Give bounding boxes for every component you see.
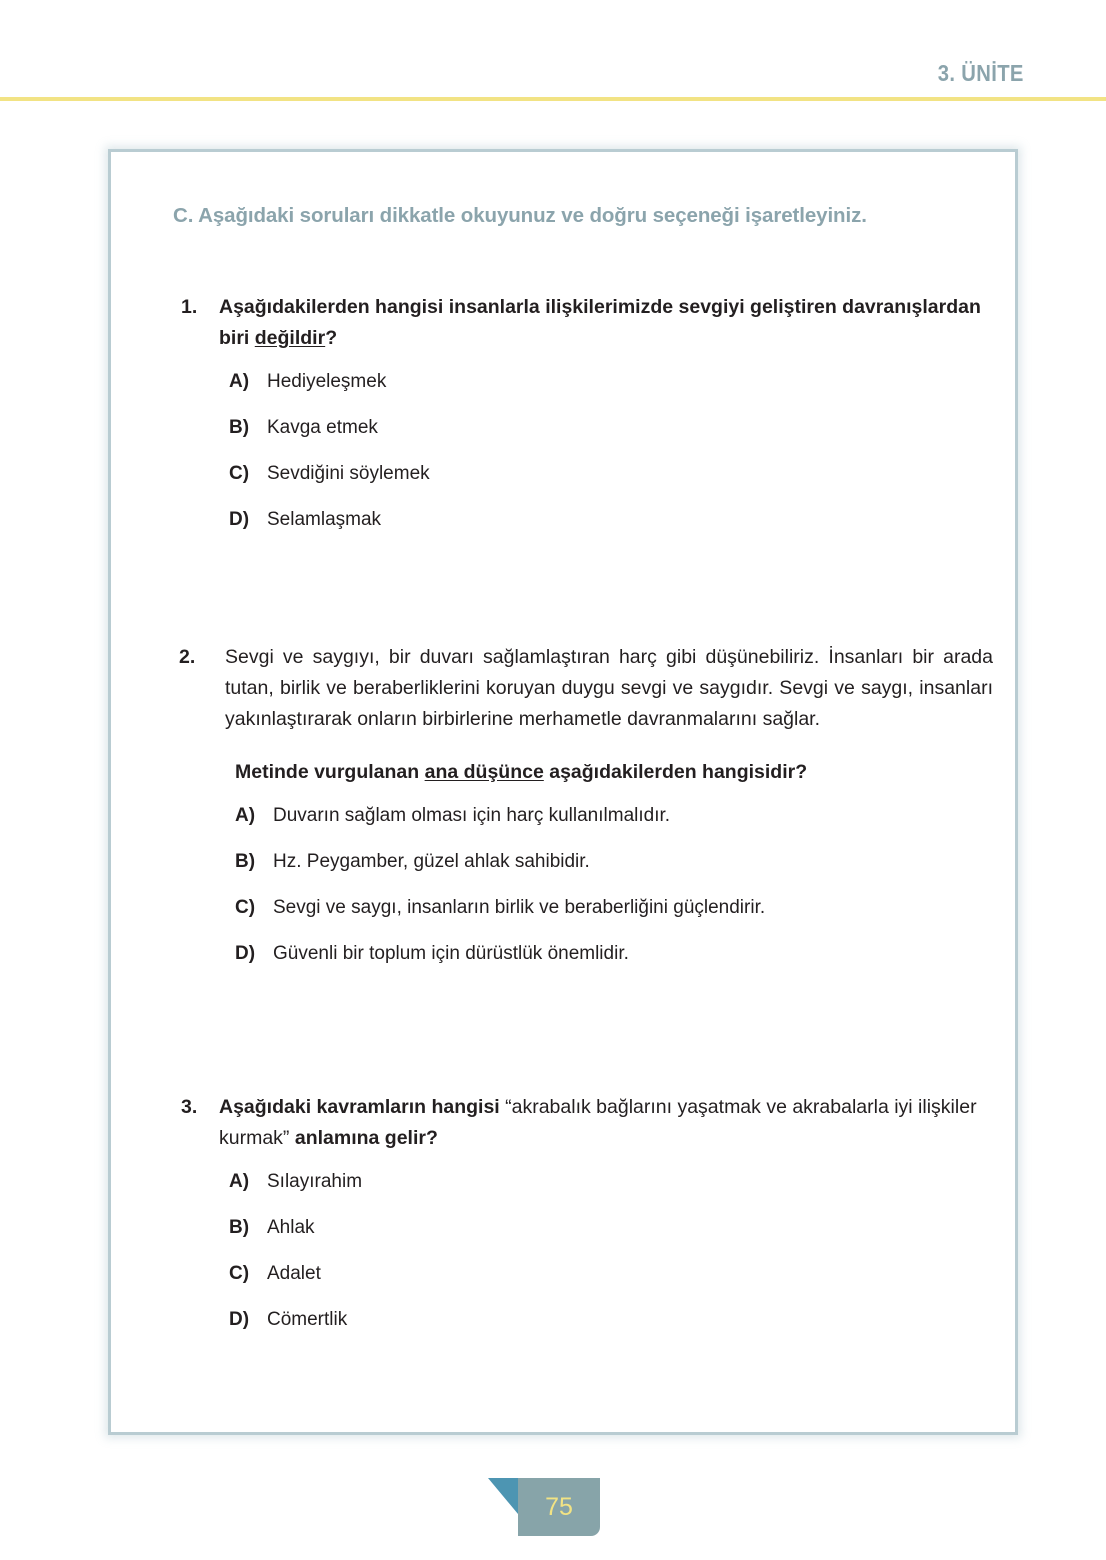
question-3-row bbox=[173, 1092, 993, 1334]
option-text: Sılayırahim bbox=[267, 1171, 363, 1192]
option-letter: A) bbox=[229, 371, 250, 392]
option-text: Hediyeleşmek bbox=[267, 371, 387, 392]
question-2-body bbox=[219, 642, 993, 968]
question-1-row bbox=[173, 292, 993, 534]
option-letter: C) bbox=[235, 897, 256, 918]
question-1-stem-part2: ? bbox=[325, 327, 338, 349]
section-heading: C. Aşağıdaki soruları dikkatle okuyunuz ve doğru seçeneği işaretleyiniz. bbox=[173, 204, 867, 227]
option-text: Sevgi ve saygı, insanların birlik ve beraberliğini güçlendirir. bbox=[273, 897, 766, 918]
option-letter: B) bbox=[229, 1217, 250, 1238]
question-1-option-d[interactable] bbox=[229, 506, 993, 534]
option-letter: B) bbox=[229, 417, 250, 438]
option-text: Cömertlik bbox=[267, 1309, 348, 1330]
option-text: Güvenli bir toplum için dürüstlük önemlidir. bbox=[273, 943, 629, 964]
option-text: Selamlaşmak bbox=[267, 509, 382, 530]
option-letter: C) bbox=[229, 1263, 250, 1284]
page-header bbox=[0, 0, 1106, 100]
option-letter: C) bbox=[229, 463, 250, 484]
option-text: Duvarın sağlam olması için harç kullanılmalıdır. bbox=[273, 805, 671, 826]
question-3-stem-quote: “akrabalık bağlarını yaşatmak ve akrabalarla iyi ilişkiler kurmak” bbox=[219, 1096, 977, 1149]
ribbon-fold-icon bbox=[488, 1478, 518, 1514]
question-2-prompt-underlined: ana düşünce bbox=[424, 761, 544, 783]
option-letter: D) bbox=[229, 1309, 250, 1330]
question-2-option-d[interactable] bbox=[235, 940, 993, 968]
option-letter: A) bbox=[235, 805, 256, 826]
option-text: Kavga etmek bbox=[267, 417, 378, 438]
question-3-number: 3. bbox=[181, 1096, 198, 1118]
option-text: Ahlak bbox=[267, 1217, 315, 1238]
question-3-option-a[interactable] bbox=[229, 1168, 993, 1196]
question-2-prompt-part2: aşağıdakilerden hangisidir? bbox=[543, 761, 808, 783]
exercise-content-frame bbox=[108, 149, 1018, 1435]
question-3-option-c[interactable] bbox=[229, 1260, 993, 1288]
option-letter: B) bbox=[235, 851, 256, 872]
option-text: Adalet bbox=[267, 1263, 321, 1284]
question-1-option-c[interactable] bbox=[229, 460, 993, 488]
question-1-stem-part1: Aşağıdakilerden hangisi insanlarla ilişkilerimizde sevgiyi geliştiren davranışlardan biri bbox=[219, 296, 981, 349]
question-2-passage: Sevgi ve saygıyı, bir duvarı sağlamlaştıran harç gibi düşünebiliriz. İnsanları bir arada tutan, birlik ve beraberliklerini koruyan duygu sevgi ve saygıdır. Sevgi ve saygı, insanları yakınlaştırarak onların birbirlerine merhametle davranmalarını sağlar. bbox=[225, 646, 993, 730]
page-number: 75 bbox=[545, 1492, 573, 1521]
question-3-body bbox=[219, 1092, 993, 1334]
question-3-options bbox=[229, 1168, 993, 1334]
question-1-stem bbox=[219, 292, 993, 354]
question-1-body bbox=[219, 292, 993, 534]
question-2-prompt bbox=[235, 757, 993, 788]
question-3-stem-bold2: anlamına gelir? bbox=[294, 1127, 438, 1149]
question-2 bbox=[173, 642, 993, 968]
option-text: Sevdiğini söylemek bbox=[267, 463, 430, 484]
option-text: Hz. Peygamber, güzel ahlak sahibidir. bbox=[273, 851, 590, 872]
question-2-number: 2. bbox=[179, 646, 196, 668]
question-2-options bbox=[235, 802, 993, 968]
option-letter: A) bbox=[229, 1171, 250, 1192]
question-1-options bbox=[229, 368, 993, 534]
question-1-stem-underlined: değildir bbox=[254, 327, 326, 349]
question-2-option-a[interactable] bbox=[235, 802, 993, 830]
question-3-option-b[interactable] bbox=[229, 1214, 993, 1242]
question-2-option-c[interactable] bbox=[235, 894, 993, 922]
option-letter: D) bbox=[229, 509, 250, 530]
header-divider-rule bbox=[0, 97, 1106, 101]
option-letter: D) bbox=[235, 943, 256, 964]
page-number-ribbon bbox=[518, 1478, 600, 1536]
question-1 bbox=[173, 292, 993, 534]
question-2-prompt-part1: Metinde vurgulanan bbox=[235, 761, 425, 783]
unit-label: 3. ÜNİTE bbox=[937, 60, 1024, 86]
question-2-option-b[interactable] bbox=[235, 848, 993, 876]
frame-inner bbox=[111, 152, 1015, 1432]
question-3-stem bbox=[219, 1092, 993, 1154]
question-3-stem-bold1: Aşağıdaki kavramların hangisi bbox=[219, 1096, 500, 1118]
question-1-option-a[interactable] bbox=[229, 368, 993, 396]
question-2-row bbox=[173, 642, 993, 968]
question-1-number: 1. bbox=[181, 296, 198, 318]
question-1-option-b[interactable] bbox=[229, 414, 993, 442]
question-3 bbox=[173, 1092, 993, 1334]
question-3-option-d[interactable] bbox=[229, 1306, 993, 1334]
